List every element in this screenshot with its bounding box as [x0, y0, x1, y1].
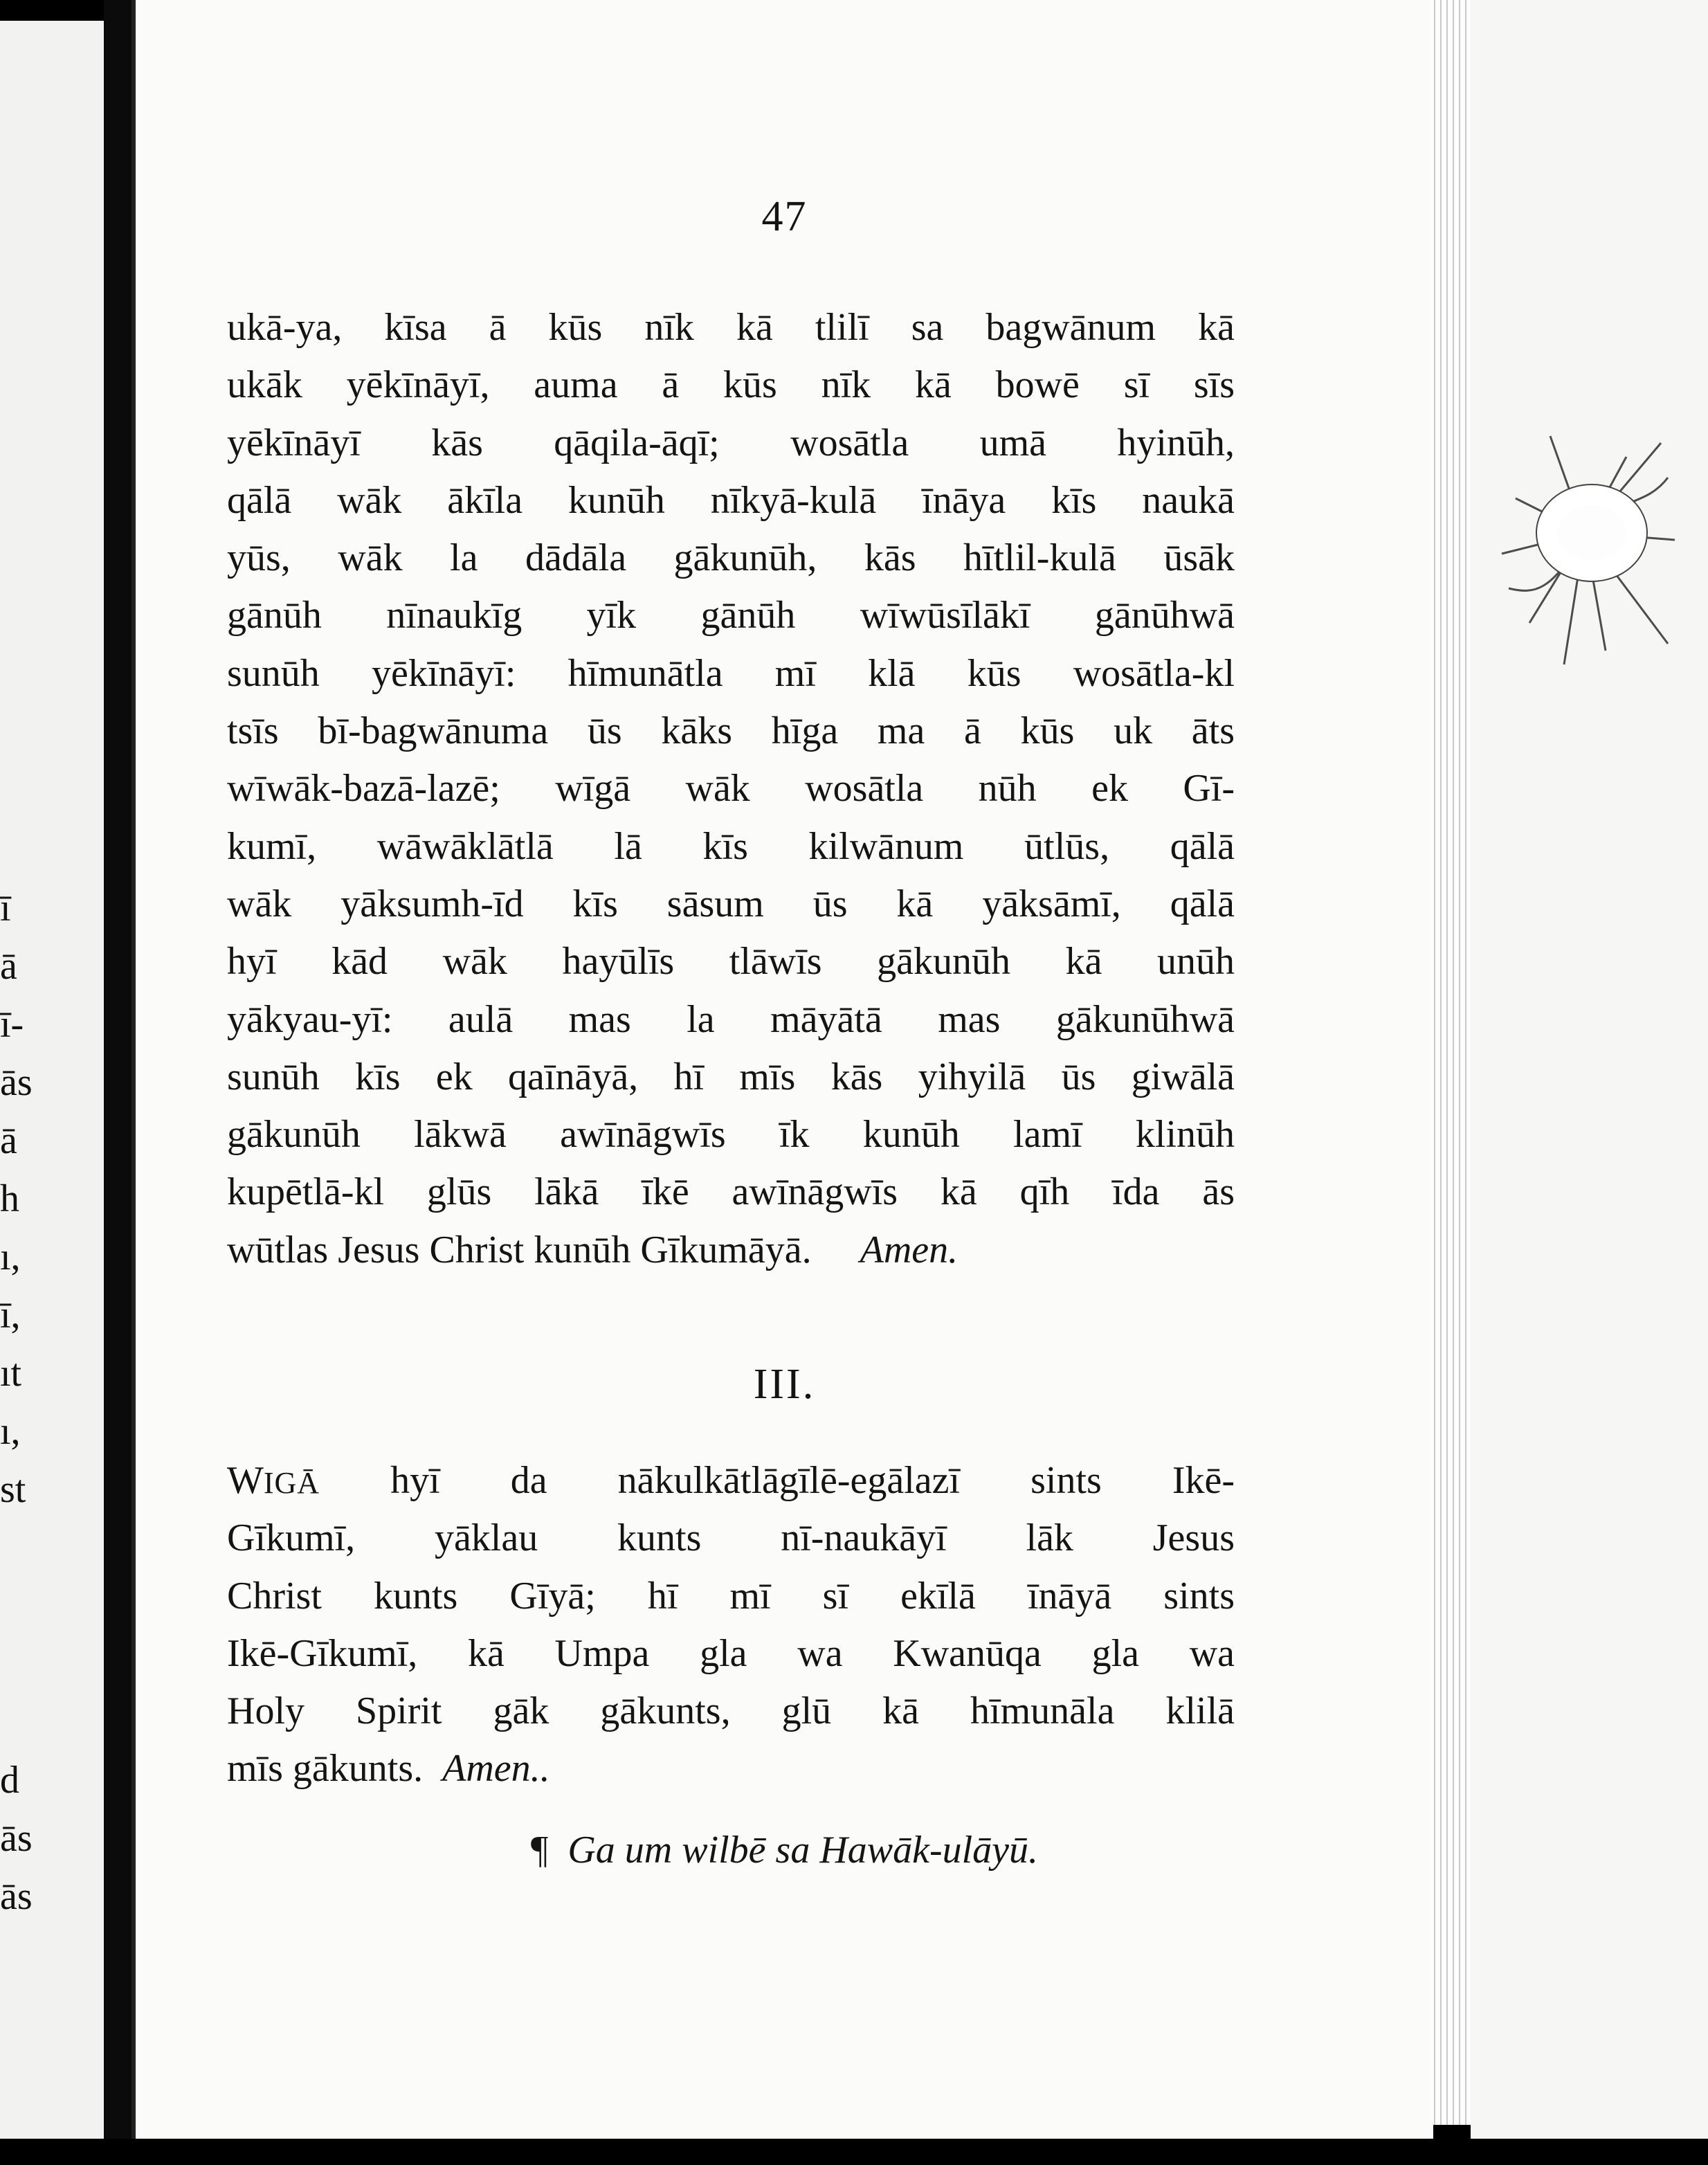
final-line-text: wūtlas Jesus Christ kunūh Gīkumāyā. — [227, 1228, 812, 1271]
fragment: h — [0, 1177, 19, 1220]
text-line: wīwāk-bazā-lazē; wīgā wāk wosātla nūh ek Gī- — [227, 767, 1235, 810]
backing-board — [1471, 0, 1708, 2142]
text-line: wāk yāksumh-īd kīs sāsum ūs kā yāksāmī, qālā — [227, 882, 1235, 925]
text-line — [227, 1452, 1235, 1510]
text-line-final — [227, 1222, 1235, 1279]
text-line: qālā wāk ākīla kunūh nīkyā-kulā īnāya kīs naukā — [227, 478, 1235, 522]
text-line: yūs, wāk la dādāla gākunūh, kās hītlil-kulā ūsāk — [227, 536, 1235, 580]
text-line: ukāk yēkīnāyī, auma ā kūs nīk kā bowē sī sīs — [227, 363, 1235, 407]
text-line: yākyau-yī: aulā mas la māyātā mas gākunūhwā — [227, 997, 1235, 1041]
text-line: sunūh yēkīnāyī: hīmunātla mī klā kūs wosātla-kl — [227, 651, 1235, 695]
facing-page-text-fragments — [0, 879, 97, 1926]
first-line-text: hyī da nākulkātlāgīlē-egālazī sints Ikē- — [390, 1459, 1235, 1502]
final-line-text: mīs gākunts. — [227, 1747, 424, 1791]
text-line: Ikē-Gīkumī, kā Umpa gla wa Kwanūqa gla wa — [227, 1631, 1235, 1675]
fragment: ı, — [0, 1410, 21, 1453]
facing-page-edge — [0, 21, 104, 2139]
fragment — [0, 1693, 97, 1751]
text-line: gānūh nīnaukīg yīk gānūh wīwūsīlākī gānūhwā — [227, 594, 1235, 637]
text-line: sunūh kīs ek qaīnāyā, hī mīs kās yihyilā ūs giwālā — [227, 1055, 1235, 1098]
text-line-final — [227, 1740, 1235, 1797]
drop-initial: W — [227, 1459, 264, 1502]
fragment: d — [0, 1759, 19, 1802]
book-gutter — [104, 0, 135, 2165]
rubric-text: Ga um wilbē sa Hawāk-ulāyū. — [567, 1829, 1039, 1872]
fragment: ī — [0, 887, 11, 930]
text-line: ukā-ya, kīsa ā kūs nīk kā tlilī sa bagwānum kā — [227, 306, 1235, 349]
fragment: ı, — [0, 1235, 21, 1278]
scan-border — [0, 2139, 1708, 2165]
book-page — [131, 0, 1433, 2139]
stain-blot — [1488, 415, 1682, 678]
amen: Amen. — [860, 1228, 959, 1271]
fragment: ī- — [0, 1003, 24, 1046]
fragment — [0, 1577, 97, 1635]
fragment: ā — [0, 945, 17, 988]
amen: Amen.. — [442, 1747, 550, 1791]
prayer-paragraph — [227, 299, 1235, 1279]
text-line: hyī kād wāk hayūlīs tlāwīs gākunūh kā unūh — [227, 940, 1235, 984]
text-line: gākunūh lākwā awīnāgwīs īk kunūh lamī klinūh — [227, 1113, 1235, 1157]
fragment: st — [0, 1468, 26, 1511]
text-line: kumī, wāwāklātlā lā kīs kilwānum ūtlūs, qālā — [227, 824, 1235, 868]
fragment: ās — [0, 1817, 33, 1860]
fragment: ıt — [0, 1352, 22, 1395]
text-line: Gīkumī, yāklau kunts nī-naukāyī lāk Jesus — [227, 1516, 1235, 1560]
grace-paragraph — [227, 1452, 1235, 1798]
fragment — [0, 1519, 97, 1577]
text-line: kupētlā-kl glūs lākā īkē awīnāgwīs kā qīh īda ās — [227, 1170, 1235, 1214]
fragment: ā — [0, 1119, 17, 1162]
rubric — [136, 1828, 1433, 1872]
section-heading: III. — [753, 1361, 816, 1408]
text-line: Christ kunts Gīyā; hī mī sī ekīlā īnāyā sints — [227, 1574, 1235, 1618]
fragment: ās — [0, 1875, 33, 1918]
pilcrow-icon: ¶ — [530, 1829, 549, 1872]
small-caps-word: IGĀ — [263, 1466, 320, 1500]
fragment: ās — [0, 1061, 33, 1104]
page-number: 47 — [761, 193, 808, 240]
text-line: tsīs bī-bagwānuma ūs kāks hīga ma ā kūs uk āts — [227, 709, 1235, 753]
fragment — [0, 1635, 97, 1693]
text-line: yēkīnāyī kās qāqila-āqī; wosātla umā hyinūh, — [227, 421, 1235, 464]
fragment: ī, — [0, 1294, 21, 1337]
page-block-edge — [1429, 0, 1471, 2125]
text-line: Holy Spirit gāk gākunts, glū kā hīmunāla klilā — [227, 1690, 1235, 1733]
